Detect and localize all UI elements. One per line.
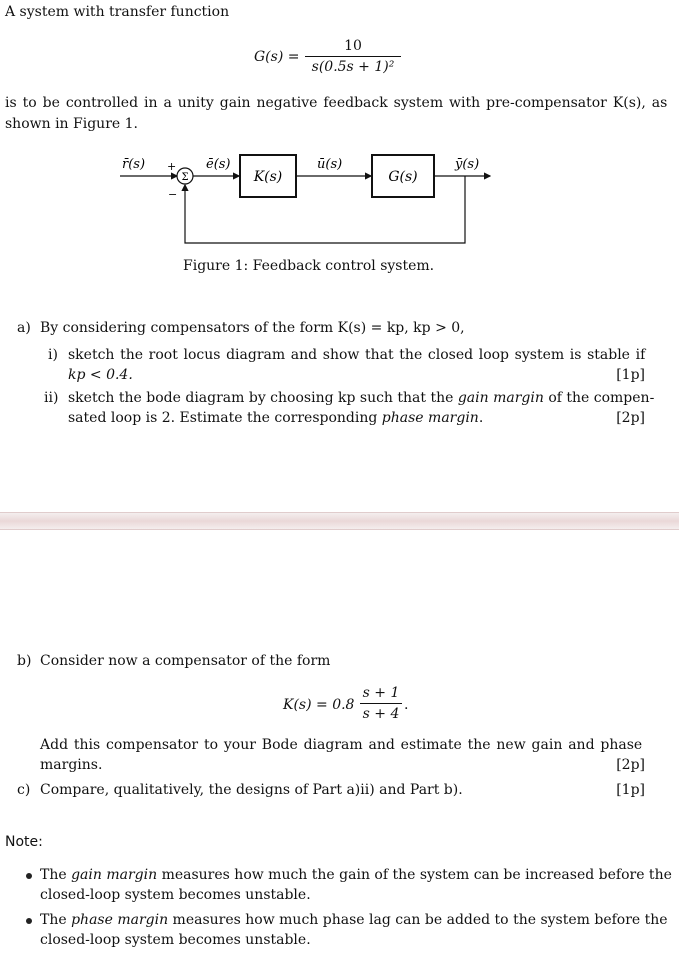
- plus-sign: +: [167, 160, 177, 173]
- part-a-i-line-2: kp < 0.4.: [68, 367, 133, 383]
- error-label: ē(s): [206, 157, 231, 172]
- part-c-label: c): [17, 782, 31, 798]
- g-block-label: G(s): [388, 169, 418, 185]
- feedback-block-diagram: [110, 150, 500, 250]
- phase-margin-term: phase margin: [381, 410, 479, 426]
- sum-symbol: Σ: [181, 172, 189, 183]
- gain-margin-term: gain margin: [457, 390, 544, 406]
- part-a-i-line-1: sketch the root locus diagram and show that the closed loop system is stable if: [68, 347, 646, 363]
- note-phase-margin-term: phase margin: [71, 912, 169, 928]
- intro-line-2: is to be controlled in a unity gain negative feedback system with pre-compensator K(s), as: [5, 95, 668, 111]
- intro-line-3: shown in Figure 1.: [5, 116, 138, 132]
- part-a-ii-label: ii): [44, 390, 59, 406]
- figure-caption: Figure 1: Feedback control system.: [183, 258, 435, 274]
- note-1-line-1: The gain margin measures how much the gain of the system can be increased before the: [40, 867, 672, 883]
- output-label: ȳ(s): [455, 157, 480, 172]
- k-equation-lhs: K(s) = 0.8: [283, 697, 355, 713]
- intro-line-1: A system with transfer function: [5, 4, 230, 20]
- k-equation-period: .: [404, 697, 409, 713]
- g-denominator: s(0.5s + 1)²: [311, 59, 395, 75]
- g-numerator: 10: [344, 38, 362, 54]
- part-b-line-1: Add this compensator to your Bode diagram and estimate the new gain and phase: [40, 737, 643, 753]
- note-heading: Note:: [5, 834, 43, 850]
- part-a-ii-marks: [2p]: [616, 410, 645, 426]
- note-1-line-2: closed-loop system becomes unstable.: [40, 887, 311, 903]
- note-gain-margin-term: gain margin: [71, 867, 158, 883]
- control-label: ū(s): [317, 157, 343, 172]
- part-b-marks: [2p]: [616, 757, 645, 773]
- part-a-label: a): [17, 320, 31, 336]
- k-block-label: K(s): [253, 169, 283, 185]
- input-label: r̄(s): [122, 157, 146, 172]
- part-a-i-marks: [1p]: [616, 367, 645, 383]
- k-denominator: s + 4: [362, 706, 400, 722]
- g-equation-lhs: G(s) =: [254, 49, 300, 65]
- minus-sign: −: [168, 188, 178, 201]
- part-a-ii-line-1: sketch the bode diagram by choosing kp such that the gain margin of the compen-: [68, 390, 655, 406]
- part-a-i-label: i): [48, 347, 58, 363]
- note-bullet-1: [26, 873, 32, 879]
- part-b-text: Consider now a compensator of the form: [40, 653, 331, 669]
- g-fraction-bar: [305, 56, 401, 57]
- part-b-line-2: margins.: [40, 757, 103, 773]
- part-b-label: b): [17, 653, 32, 669]
- part-a-text: By considering compensators of the form K(s) = kp, kp > 0,: [40, 320, 465, 336]
- page-separator: [0, 512, 679, 530]
- k-numerator: s + 1: [362, 685, 400, 701]
- part-a-ii-line-2: sated loop is 2. Estimate the corresponding phase margin.: [68, 410, 484, 426]
- k-fraction-bar: [360, 703, 402, 704]
- part-c-text: Compare, qualitatively, the designs of Part a)ii) and Part b).: [40, 782, 463, 798]
- note-2-line-1: The phase margin measures how much phase lag can be added to the system before the: [40, 912, 668, 928]
- k-fraction: [360, 684, 402, 723]
- part-c-marks: [1p]: [616, 782, 645, 798]
- note-bullet-2: [26, 918, 32, 924]
- g-fraction: [305, 37, 401, 76]
- note-2-line-2: closed-loop system becomes unstable.: [40, 932, 311, 948]
